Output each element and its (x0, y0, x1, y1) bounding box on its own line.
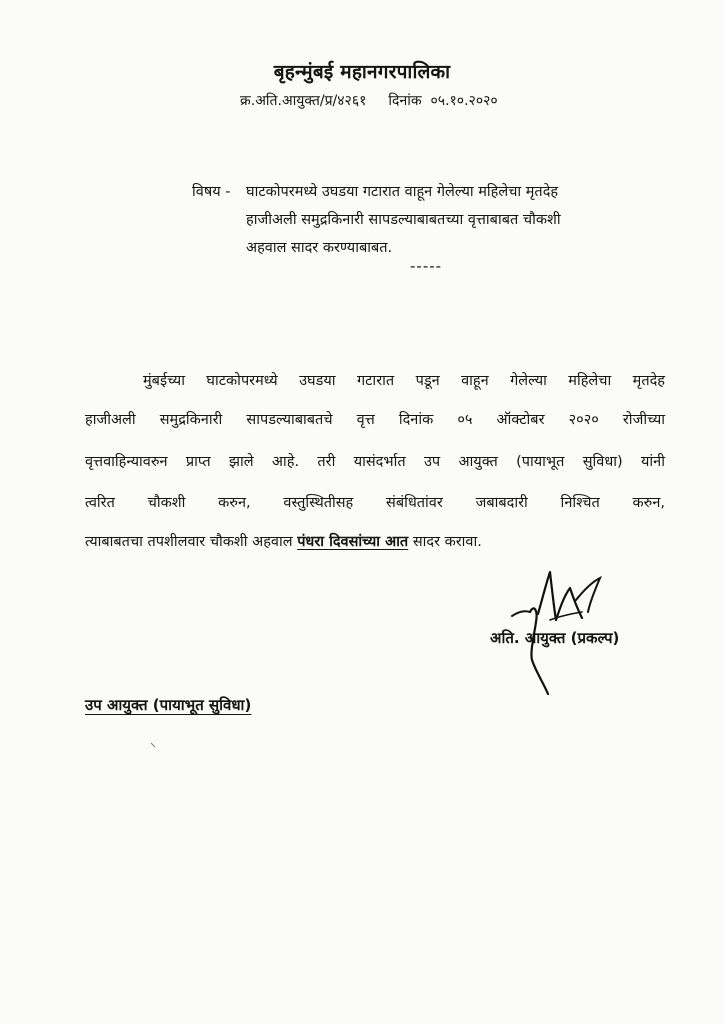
reference-line (240, 91, 498, 110)
body-line-4: त्वरित चौकशी करुन, वस्तुस्थितीसह संबंधितांवर जबाबदारी निश्चित करुन, (85, 495, 665, 511)
paper-speck (150, 742, 156, 748)
reference-number: क्र.अति.आयुक्त/प्र/४२६१ (240, 93, 367, 109)
deadline-emphasis: पंधरा दिवसांच्या आत (297, 534, 409, 550)
body-line-3: वृत्तवाहिन्यावरुन प्राप्त झाले आहे. तरी यासंदर्भात उप आयुक्त (पायाभूत सुविधा) यांनी (85, 454, 665, 470)
date-value: ०५.१०.२०२० (430, 93, 498, 109)
date-label: दिनांक (388, 93, 422, 109)
subject-label: विषय - (192, 184, 231, 200)
page-title: बृहन्मुंबई महानगरपालिका (273, 61, 451, 83)
body-line-5-end: सादर करावा. (412, 534, 482, 550)
body-line-5-start: त्याबाबतचा तपशीलवार चौकशी अहवाल (85, 534, 293, 550)
subject-separator: ----- (410, 257, 443, 275)
body-line-2: हाजीअली समुद्रकिनारी सापडल्याबाबतचे वृत्त दिनांक ०५ ऑक्टोबर २०२० रोजीच्या (85, 412, 665, 428)
subject-line-1: घाटकोपरमध्ये उघडया गटारात वाहून गेलेल्या महिलेचा मृतदेह (246, 184, 559, 200)
body-line-1: मुंबईच्या घाटकोपरमध्ये उघडया गटारात पडून वाहून गेलेल्या महिलेचा मृतदेह (143, 373, 665, 389)
signer-designation: अति. आयुक्त (प्रकल्प) (490, 629, 620, 647)
subject-line-3: अहवाल सादर करण्याबाबत. (246, 240, 393, 256)
subject-line-2: हाजीअली समुद्रकिनारी सापडल्याबाबतच्या वृत्ताबाबत चौकशी (246, 212, 561, 228)
body-line-5 (85, 531, 482, 551)
addressee-designation: उप आयुक्त (पायाभूत सुविधा) (85, 696, 252, 714)
